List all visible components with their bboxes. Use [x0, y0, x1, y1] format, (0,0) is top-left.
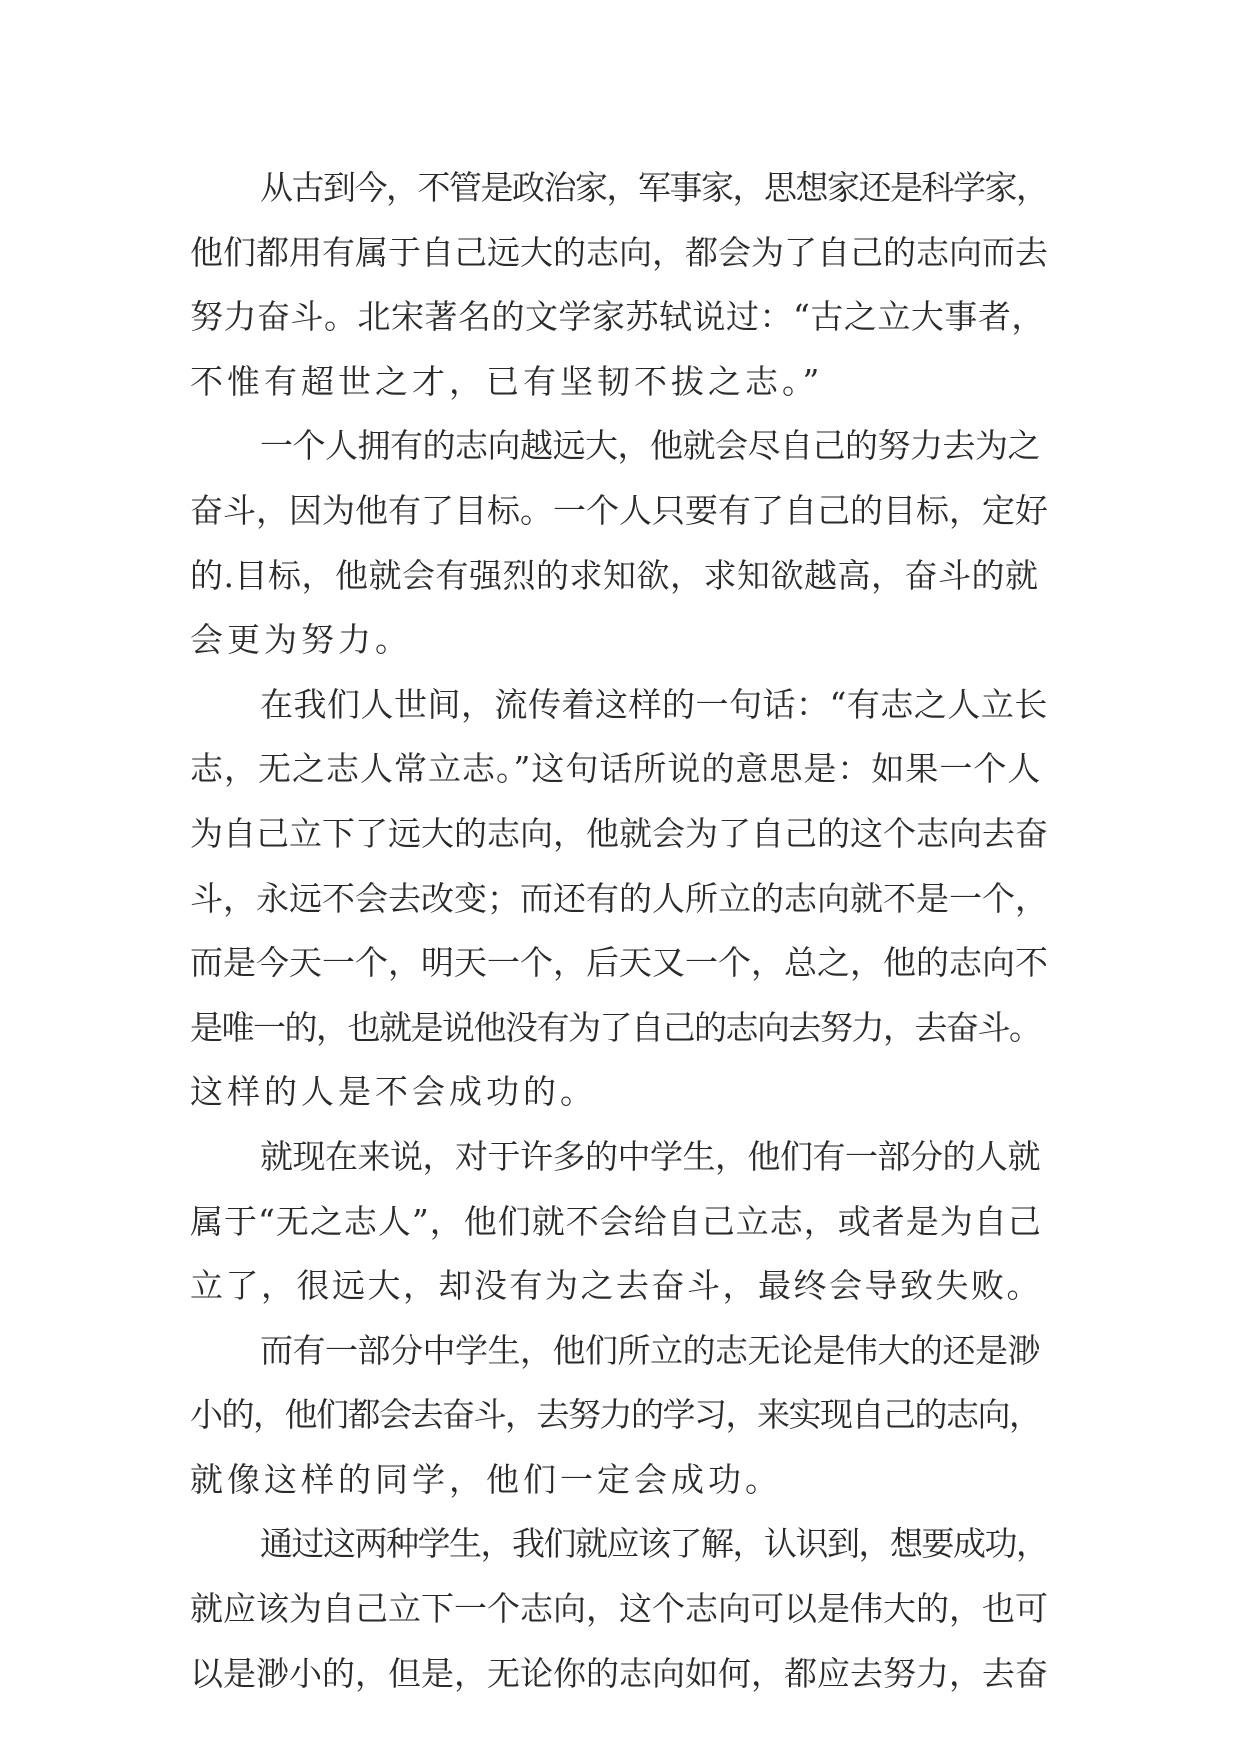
text-line: 斗，永远不会去改变；而还有的人所立的志向就不是一个， — [190, 878, 1048, 918]
paragraph-first-line: 通过这两种学生，我们就应该了解，认识到，想要成功， — [260, 1524, 1048, 1564]
paragraph-first-line: 就现在来说，对于许多的中学生，他们有一部分的人就 — [260, 1136, 1040, 1176]
text-line: 以是渺小的，但是，无论你的志向如何，都应去努力，去奋 — [190, 1653, 1048, 1693]
text-line: 立了，很远大，却没有为之去奋斗，最终会导致失败。 — [190, 1266, 1042, 1306]
text-line: 奋斗，因为他有了目标。一个人只要有了自己的目标，定好 — [190, 490, 1048, 530]
paragraph-first-line: 在我们人世间，流传着这样的一句话：“有志之人立长 — [260, 684, 1048, 724]
text-line: 这样的人是不会成功的。 — [190, 1072, 597, 1112]
document-body — [190, 156, 1050, 1706]
text-line: 就像这样的同学，他们一定会成功。 — [190, 1459, 782, 1499]
text-line: 努力奋斗。北宋著名的文学家苏轼说过：“古之立大事者， — [190, 297, 1045, 337]
text-line: 会更为努力。 — [190, 620, 412, 660]
text-line: 属于“无之志人”，他们就不会给自己立志，或者是为自己 — [190, 1201, 1042, 1241]
paragraph-first-line: 一个人拥有的志向越远大，他就会尽自己的努力去为之 — [260, 426, 1040, 466]
text-line: 的.目标，他就会有强烈的求知欲，求知欲越高，奋斗的就 — [190, 555, 1039, 595]
paragraph-first-line: 而有一部分中学生，他们所立的志无论是伟大的还是渺 — [260, 1330, 1040, 1370]
text-line: 他们都用有属于自己远大的志向，都会为了自己的志向而去 — [190, 232, 1048, 272]
text-line: 是唯一的，也就是说他没有为了自己的志向去努力，去奋斗。 — [190, 1007, 1041, 1047]
text-line: 不惟有超世之才，已有坚韧不拔之志。” — [190, 361, 824, 401]
paragraph-first-line: 从古到今，不管是政治家，军事家，思想家还是科学家， — [260, 168, 1048, 207]
text-line: 志，无之志人常立志。”这句话所说的意思是：如果一个人 — [190, 749, 1042, 789]
text-line: 而是今天一个，明天一个，后天又一个，总之，他的志向不 — [190, 943, 1048, 983]
text-line: 小的，他们都会去奋斗，去努力的学习，来实现自己的志向， — [190, 1395, 1041, 1435]
text-line: 就应该为自己立下一个志向，这个志向可以是伟大的，也可 — [190, 1589, 1048, 1629]
text-line: 为自己立下了远大的志向，他就会为了自己的这个志向去奋 — [190, 813, 1048, 853]
